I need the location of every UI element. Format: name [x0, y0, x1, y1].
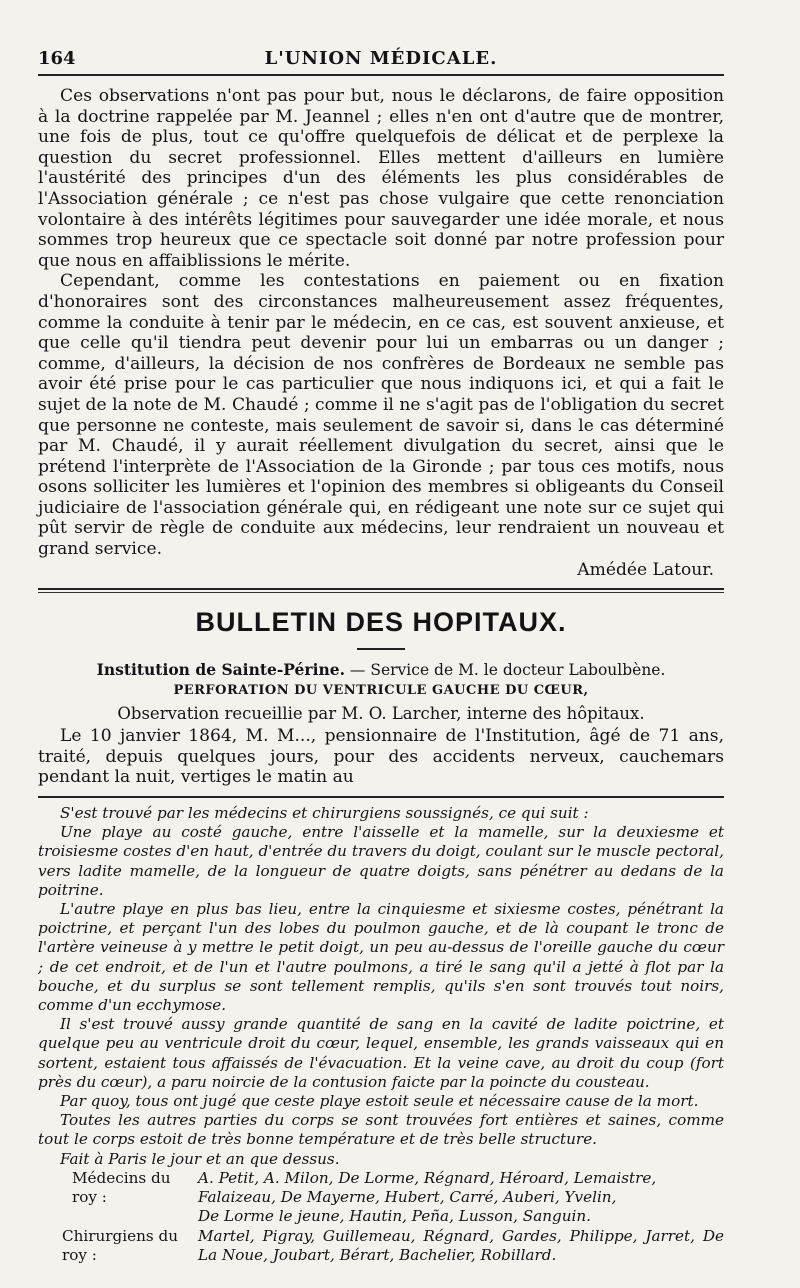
medecins-list	[38, 1169, 724, 1227]
section-rule-thin	[38, 592, 724, 593]
institution-name: Institution de Sainte-Périne.	[96, 660, 345, 680]
running-title: L'UNION MÉDICALE.	[264, 48, 498, 69]
bulletin-title: BULLETIN DES HOPITAUX.	[195, 607, 567, 638]
quote-line-5: Par quoy, tous ont jugé que ceste playe estoit seule et nécessaire cause de la mort.	[60, 1092, 699, 1111]
institution-line	[38, 660, 724, 680]
case-first-paragraph: Le 10 janvier 1864, M. M..., pensionnaire de l'Institution, âgé de 71 ans, traité, depuis quelques jours, pour des accidents nerveux, cauchemars pendant la nuit, vertiges le matin au	[38, 726, 724, 788]
medecins-names-line: De Lorme le jeune, Hautin, Peña, Lusson, Sanguin.	[198, 1207, 592, 1226]
paragraph-1: Ces observations n'ont pas pour but, nous le déclarons, de faire opposition à la doctrine rappelée par M. Jeannel ; elles n'en ont d'autre que de montrer, une fois de plus, tout ce qu'offre quelquefois de délicat et de perplexe la question du secret professionnel. Elles mettent d'ailleurs en lumière l'austérité des principes d'un des éléments les plus considérables de l'Association générale ; ce n'est pas chose vulgaire que cette renonciation volontaire à des intérêts légitimes pour sauvegarder une idée morale, et nous sommes trop heureux que ce spectacle soit donné par notre profession pour que nous en affaiblissions le mérite.	[38, 86, 724, 271]
service-line: — Service de M. le docteur Laboulbène.	[349, 661, 666, 680]
document-page	[38, 44, 724, 1265]
medecins-names-line: Falaizeau, De Mayerne, Hubert, Carré, Auberi, Yvelin,	[198, 1188, 617, 1207]
quote-line-4: Il s'est trouvé aussy grande quantité de sang en la cavité de ladite poictrine, et quelque peu au ventricule droit du cœur, lequel, ensemble, les grands vaisseaux qui en sortent, estaient tous affaissés de l'évacuation. Et la veine cave, au droit du coup (fort près du cœur), a paru noircie de la contusion faicte par la poincte du cousteau.	[38, 1015, 724, 1091]
quote-line-3: L'autre playe en plus bas lieu, entre la cinquiesme et sixiesme costes, pénétrant la poictrine, et perçant l'un des lobes du poulmon gauche, et de là coupant le tronc de l'artère veineuse à y mettre le petit doigt, un peu au-dessus de l'oreille gauche du cœur ; de cet endroit, et de l'un et l'autre poulmons, a tiré le sang qu'il a jetté à flot par la bouche, et du surplus se sont tellement remplis, qu'ils s'en sont trouvés tout noirs, comme d'un ecchymose.	[38, 900, 724, 1015]
footnote-rule	[38, 796, 724, 798]
page-header	[38, 44, 724, 70]
medecins-names-line: A. Petit, A. Milon, De Lorme, Régnard, Héroard, Lemaistre,	[198, 1168, 657, 1187]
footnote-quote	[38, 804, 724, 1265]
page-number: 164	[38, 48, 76, 69]
quote-line-7: Fait à Paris le jour et an que dessus.	[60, 1149, 340, 1168]
medecins-label: Médecins du roy :	[72, 1168, 171, 1207]
quote-line-6: Toutes les autres parties du corps se sont trouvées fort entières et saines, comme tout le corps estoit de très bonne température et de très belle structure.	[38, 1111, 724, 1149]
signature: Amédée Latour.	[577, 559, 714, 580]
chirurgiens-list	[38, 1227, 724, 1265]
case-title: PERFORATION DU VENTRICULE GAUCHE DU CŒUR,	[173, 683, 589, 699]
quote-line-2: Une playe au costé gauche, entre l'aisselle et la mamelle, sur la deuxiesme et troisiesme costes d'en haut, d'entrée du travers du doigt, coulant sur le muscle pectoral, vers ladite mamelle, de la longueur de quatre doigts, sans pénétrer au dedans de la poitrine.	[38, 823, 724, 899]
chirurgiens-label: Chirurgiens du roy :	[62, 1226, 179, 1264]
quote-line-1: S'est trouvé par les médecins et chirurgiens soussignés, ce qui suit :	[60, 804, 589, 823]
bulletin-title-rule	[357, 648, 405, 650]
paragraph-2: Cependant, comme les contestations en paiement ou en fixation d'honoraires sont des circonstances malheureusement assez fréquentes, comme la conduite à tenir par le médecin, en ce cas, est souvent anxieuse, et que celle qu'il tiendra peut devenir pour lui un embarras ou un danger ; comme, d'ailleurs, la décision de nos confrères de Bordeaux ne semble pas avoir été prise pour le cas particulier que nous indiquons ici, et qui a fait le sujet de la note de M. Chaudé ; comme il ne s'agit pas de l'obligation du secret que personne ne conteste, mais seulement de savoir si, dans le cas déterminé par M. Chaudé, il y aurait réellement divulgation du secret, ainsi que le prétend l'interprète de l'Association de la Gironde ; par tous ces motifs, nous osons solliciter les lumières et l'opinion des membres si obligeants du Conseil judiciaire de l'association générale qui, en rédigeant une note sur ce sujet qui pût servir de règle de conduite aux médecins, leur rendraient un nouveau et grand service.	[38, 271, 724, 560]
chirurgiens-names	[198, 1227, 724, 1265]
section-rule	[38, 588, 724, 590]
medecins-names	[198, 1169, 724, 1227]
observation-credit: Observation recueillie par M. O. Larcher, interne des hôpitaux.	[117, 704, 645, 724]
chirurgiens-names-line: Martel, Pigray, Guillemeau, Régnard, Gardes, Philippe, Jarret, De La Noue, Joubart, Bérart, Bachelier, Robillard.	[198, 1226, 724, 1264]
